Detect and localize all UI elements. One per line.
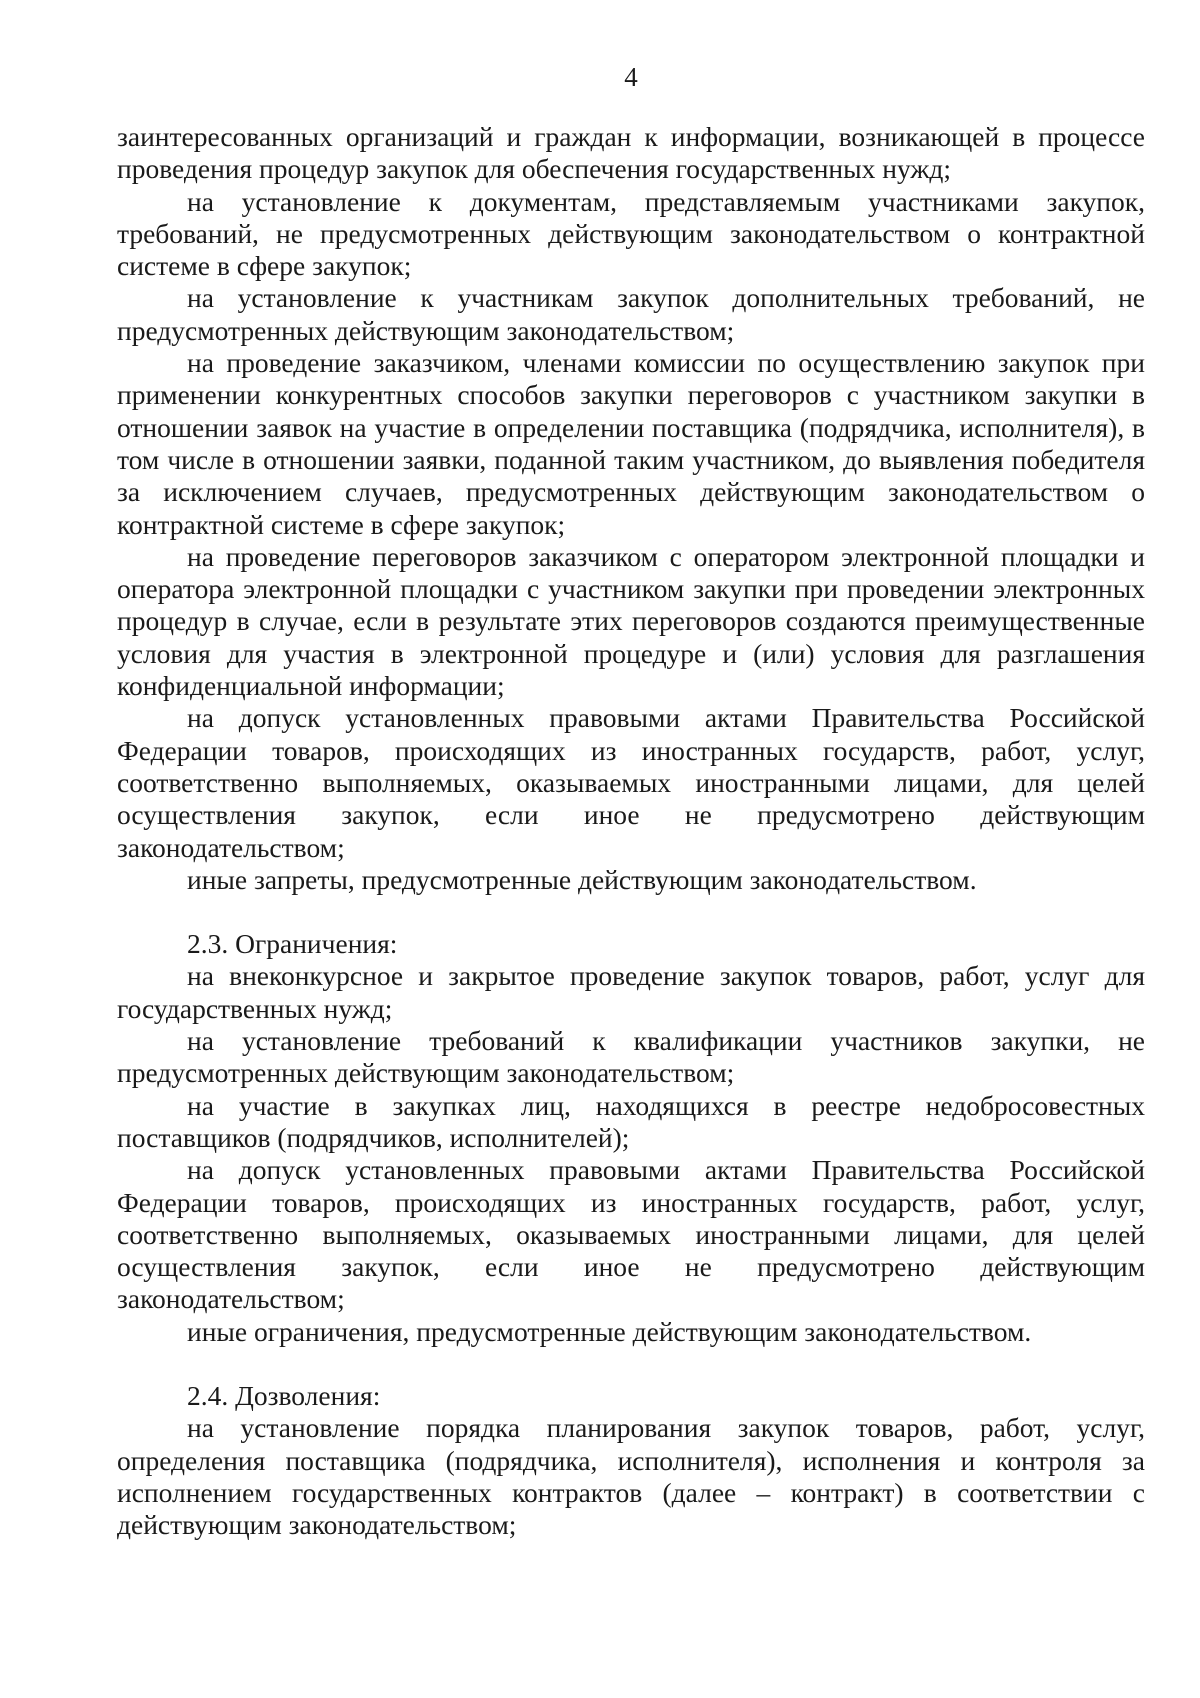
paragraph: на установление к документам, представляемым участниками закупок, требований, не предусмотренных действующим законодательством о контрактной системе в сфере закупок;: [117, 185, 1145, 282]
paragraph: иные ограничения, предусмотренные действующим законодательством.: [187, 1315, 1032, 1347]
paragraph: на проведение переговоров заказчиком с оператором электронной площадки и оператора электронной площадки с участником закупки при проведении электронных процедур в случае, если в результате этих переговоров создаются преимущественные условия для участия в электронной процедуре и (или) условия для разглашения конфиденциальной информации;: [117, 540, 1145, 702]
paragraph: на допуск установленных правовыми актами Правительства Российской Федерации товаров, происходящих из иностранных государств, работ, услуг, соответственно выполняемых, оказываемых иностранными лицами, для целей осуществления закупок, если иное не предусмотрено действующим законодательством;: [117, 702, 1145, 863]
paragraph: на установление требований к квалификации участников закупки, не предусмотренных действующим законодательством;: [117, 1025, 1145, 1089]
paragraph: на внеконкурсное и закрытое проведение закупок товаров, работ, услуг для государственных нужд;: [117, 960, 1145, 1024]
section-heading: 2.3. Ограничения:: [187, 928, 398, 960]
paragraph: на участие в закупках лиц, находящихся в реестре недобросовестных поставщиков (подрядчиков, исполнителей);: [117, 1089, 1145, 1153]
paragraph: на установление к участникам закупок дополнительных требований, не предусмотренных действующим законодательством;: [117, 282, 1145, 346]
paragraph: на проведение заказчиком, членами комиссии по осуществлению закупок при применении конкурентных способов закупки переговоров с участником закупки в отношении заявок на участие в определении поставщика (подрядчика, исполнителя), в том числе в отношении заявки, поданной таким участником, до выявления победителя за исключением случаев, предусмотренных действующим законодательством о контрактной системе в сфере закупок;: [117, 347, 1145, 540]
paragraph: иные запреты, предусмотренные действующим законодательством.: [187, 863, 977, 895]
document-body: [117, 121, 1145, 1541]
paragraph: на допуск установленных правовыми актами Правительства Российской Федерации товаров, происходящих из иностранных государств, работ, услуг, соответственно выполняемых, оказываемых иностранными лицами, для целей осуществления закупок, если иное не предусмотрено действующим законодательством;: [117, 1154, 1145, 1315]
section-heading: 2.4. Дозволения:: [187, 1379, 381, 1411]
paragraph: заинтересованных организаций и граждан к информации, возникающей в процессе проведения процедур закупок для обеспечения государственных нужд;: [117, 121, 1145, 185]
paragraph: на установление порядка планирования закупок товаров, работ, услуг, определения поставщика (подрядчика, исполнителя), исполнения и контроля за исполнением государственных контрактов (далее – контракт) в соответствии с действующим законодательством;: [117, 1412, 1145, 1541]
page-number: 4: [624, 62, 638, 92]
